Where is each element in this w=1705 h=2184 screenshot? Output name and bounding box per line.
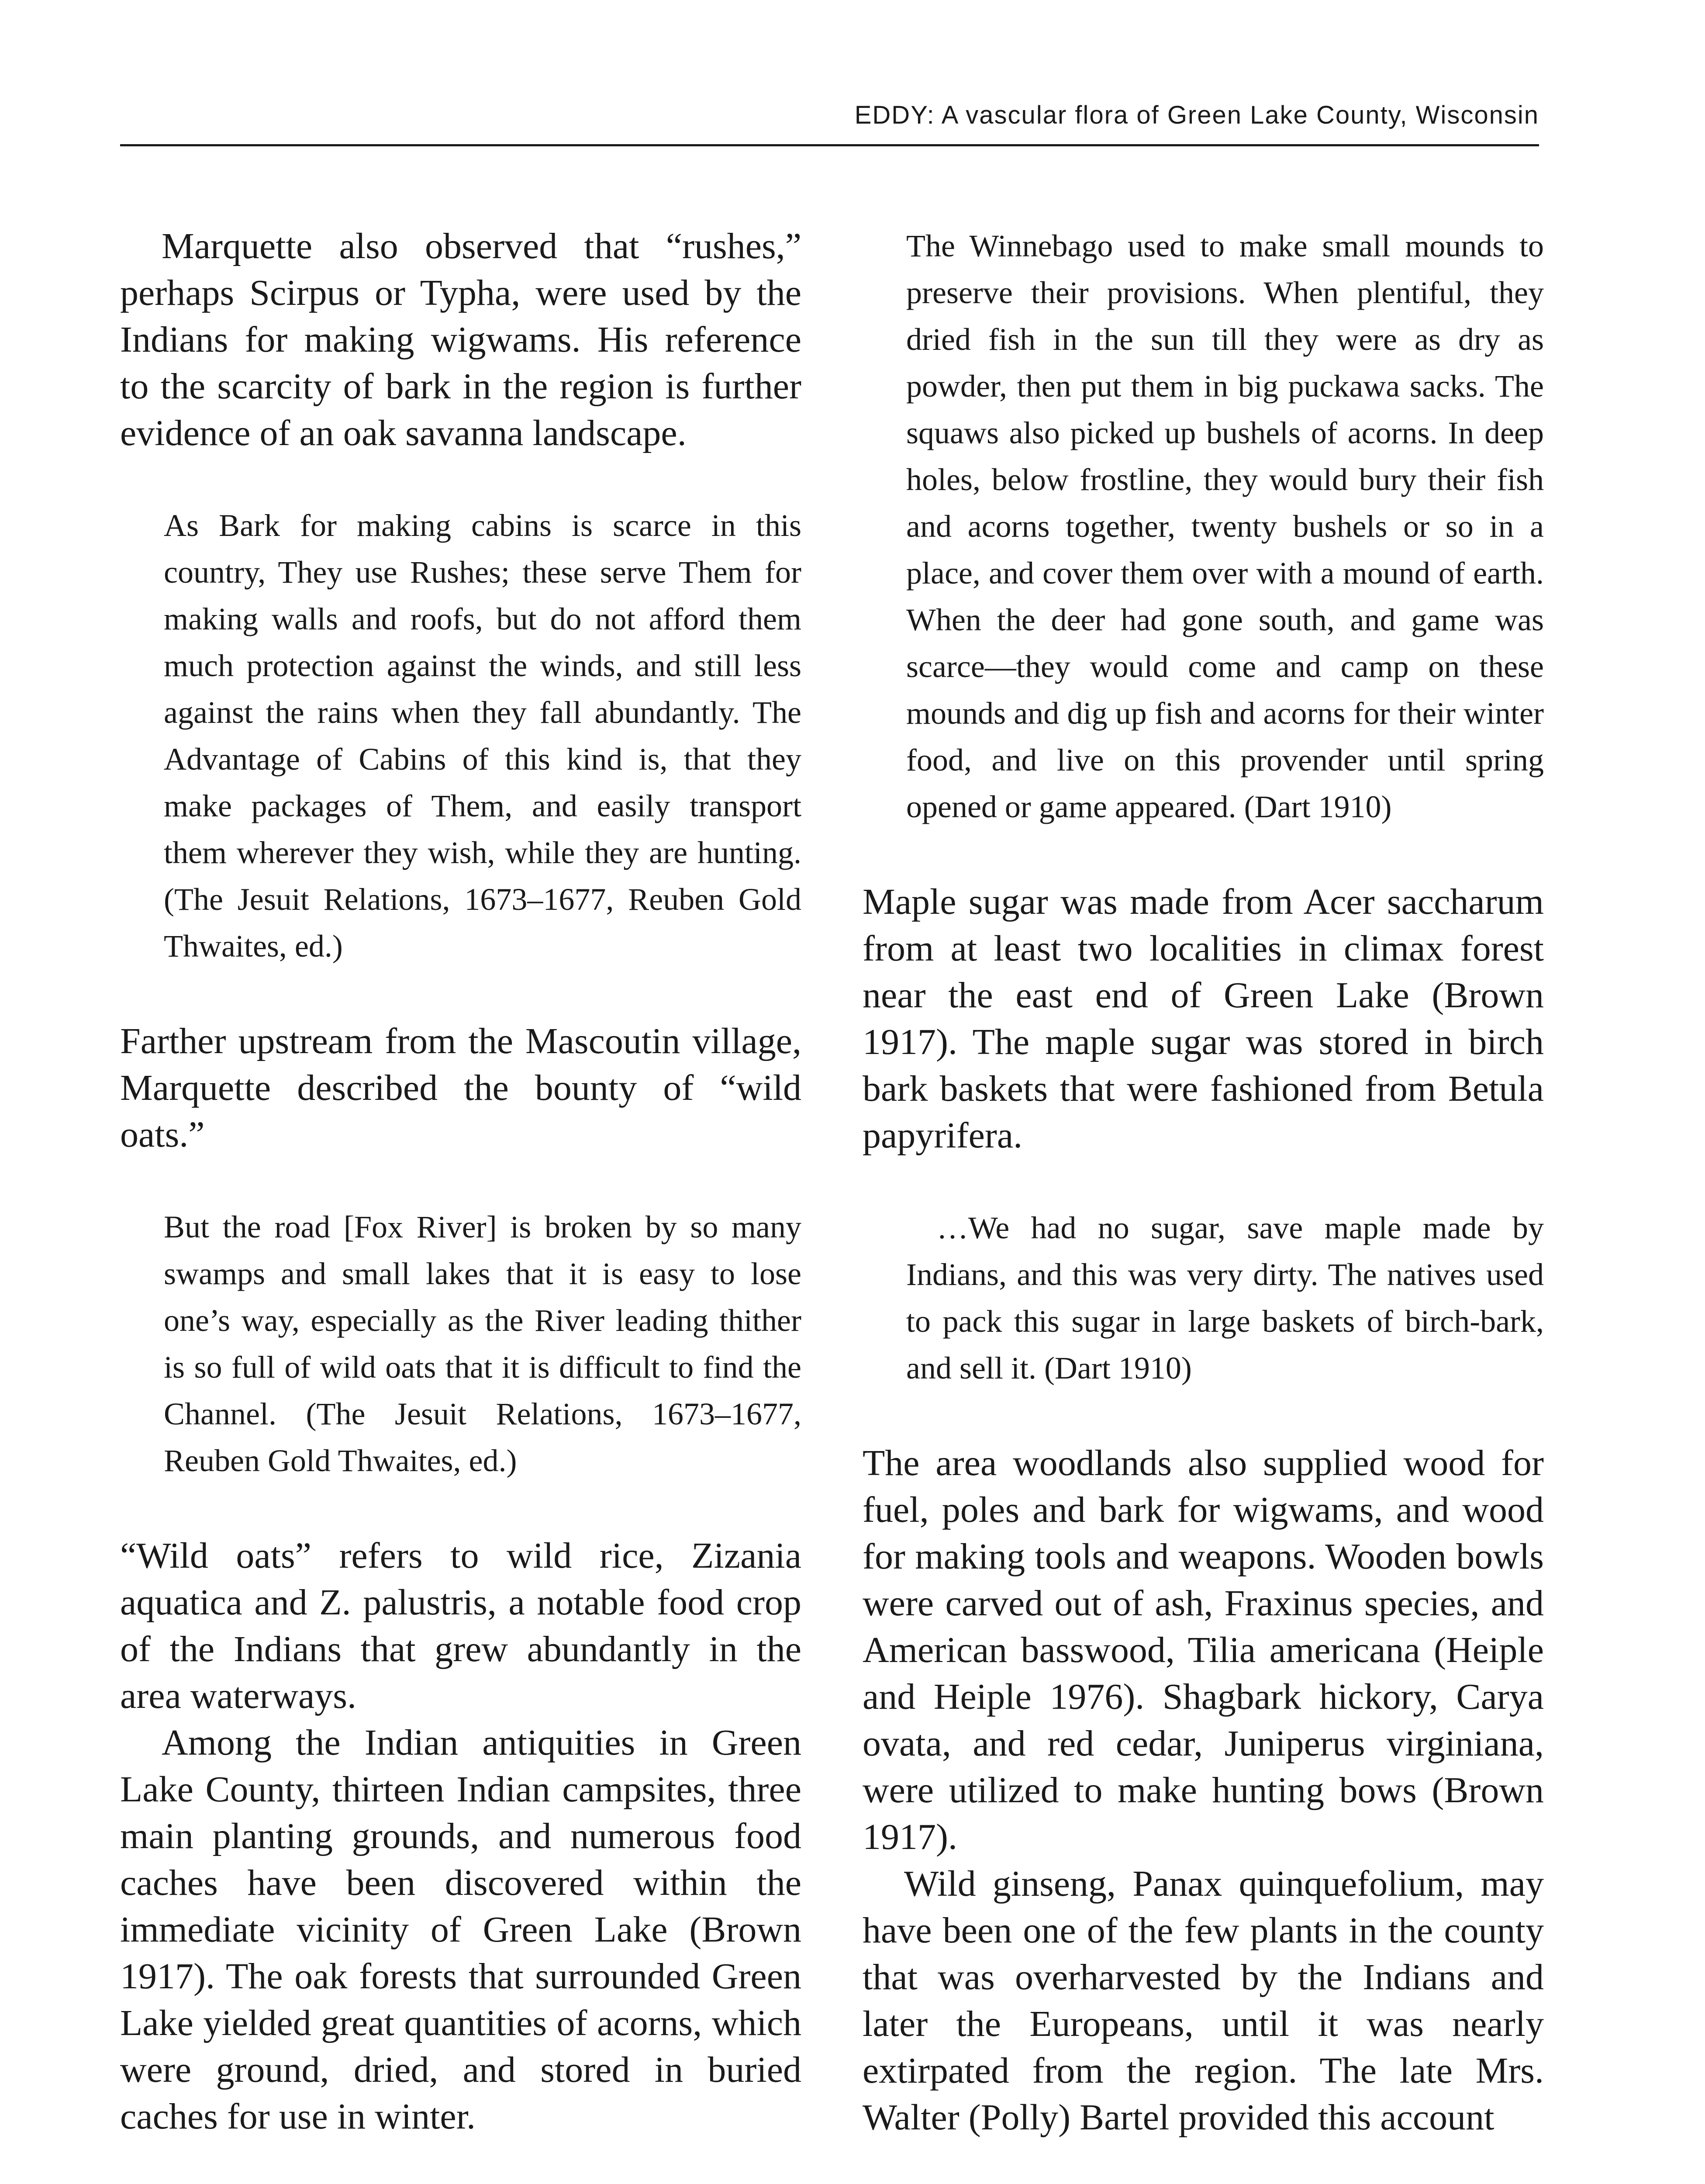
- paragraph-ginseng: Wild ginseng, Panax quinquefolium, may have been one of the few plants in the county that was overharvested by the Indians and later the Europeans, until it was nearly extirpated from the region. The late Mrs. Walter (Polly) Bartel provided this account: [863, 1863, 1544, 2138]
- quote-dart-winnebago: The Winnebago used to make small mounds to preserve their provisions. When plentiful, they dried fish in the sun till they were as dry as powder, then put them in big puckawa sacks. The squaws also picked up bushels of acorns. In deep holes, below frostline, they would bury their fish and acorns together, twenty bushels or so in a place, and cover them over with a mound of earth. When the deer had gone south, and game was scarce—they would come and camp on these mounds and dig up fish and acorns for their winter food, and live on this provender until spring opened or game appeared. (Dart 1910): [906, 228, 1544, 824]
- paragraph-marquette-rushes: Marquette also observed that “rushes,” perhaps Scirpus or Typha, were used by the Indians for making wigwams. His reference to the scarcity of bark in the region is further evidence of an oak savanna landscape.: [120, 226, 801, 453]
- quote-jesuit-cabins: As Bark for making cabins is scarce in this country, They use Rushes; these serve Them for making walls and roofs, but do not afford them much protection against the winds, and still less against the rains when they fall abundantly. The Advantage of Cabins of this kind is, that they make packages of Them, and easily transport them wherever they wish, while they are hunting. (The Jesuit Relations, 1673–1677, Reuben Gold Thwaites, ed.): [164, 508, 801, 964]
- paragraph-antiquities: Among the Indian antiquities in Green Lake County, thirteen Indian campsites, three main planting grounds, and numerous food caches have been discovered within the immediate vicinity of Green Lake (Brown 1917). The oak forests that surrounded Green Lake yielded great quantities of acorns, which were ground, dried, and stored in buried caches for use in winter.: [120, 1722, 801, 2137]
- paragraph-wild-oats-intro: Farther upstream from the Mascoutin village, Marquette described the bounty of “wild oats.”: [120, 1021, 801, 1155]
- left-column: [120, 223, 801, 2140]
- quote-jesuit-fox-river: But the road [Fox River] is broken by so many swamps and small lakes that it is easy to lose one’s way, especially as the River leading thither is so full of wild oats that it is difficult to find the Channel. (The Jesuit Relations, 1673–1677, Reuben Gold Thwaites, ed.): [164, 1209, 801, 1478]
- paragraph-maple-sugar: Maple sugar was made from Acer saccharum from at least two localities in climax forest near the east end of Green Lake (Brown 1917). The maple sugar was stored in birch bark baskets that were fashioned from Betula papyrifera.: [863, 881, 1544, 1156]
- right-column: [863, 223, 1544, 2141]
- paragraph-woodlands: The area woodlands also supplied wood for fuel, poles and bark for wigwams, and wood for making tools and weapons. Wooden bowls were carved out of ash, Fraxinus species, and American basswood, Tilia americana (Heiple and Heiple 1976). Shagbark hickory, Carya ovata, and red cedar, Juniperus virginiana, were utilized to make hunting bows (Brown 1917).: [863, 1443, 1544, 1857]
- paragraph-wild-rice: “Wild oats” refers to wild rice, Zizania aquatica and Z. palustris, a notable food crop of the Indians that grew abundantly in the area waterways.: [120, 1535, 801, 1716]
- running-header: EDDY: A vascular flora of Green Lake County, Wisconsin: [854, 101, 1539, 129]
- quote-dart-sugar: …We had no sugar, save maple made by Indians, and this was very dirty. The natives used to pack this sugar in large baskets of birch-bark, and sell it. (Dart 1910): [906, 1210, 1544, 1386]
- header-rule: [120, 144, 1539, 146]
